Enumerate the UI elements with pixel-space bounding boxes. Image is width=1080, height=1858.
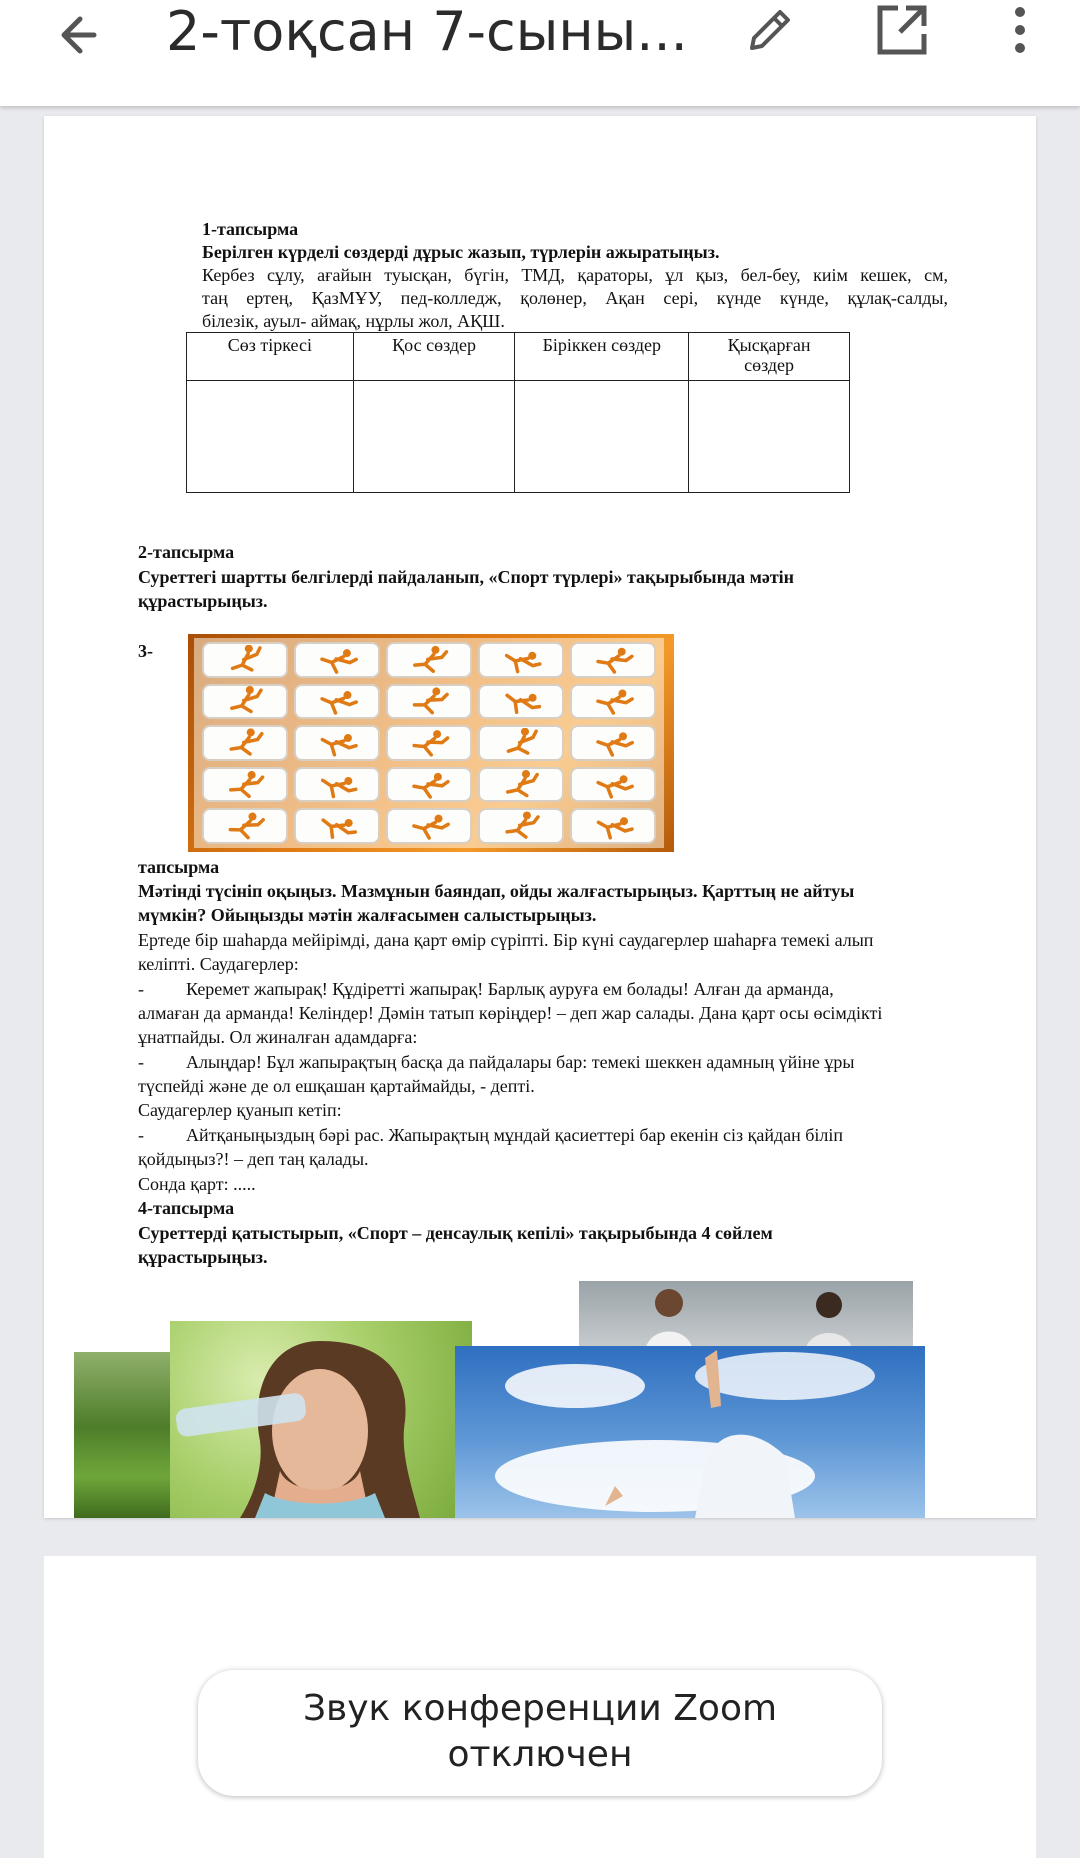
table-cell bbox=[353, 381, 515, 493]
story-dash: - bbox=[138, 1052, 144, 1072]
story-dash: - bbox=[138, 1125, 144, 1145]
task3-number: 3- bbox=[138, 641, 153, 661]
table-cell bbox=[187, 381, 354, 493]
table-header-cell: Біріккен сөздер bbox=[515, 333, 689, 381]
sport-pictogram-icon bbox=[202, 642, 288, 678]
table-header-cell bbox=[689, 333, 850, 381]
story-line: Айтқаныңыздың бәрі рас. Жапырақтың мұндай қасиеттері бар екенін сіз қайдан біліп bbox=[186, 1125, 844, 1145]
sport-pictogram-icon bbox=[386, 642, 472, 678]
back-arrow-icon[interactable] bbox=[44, 4, 114, 74]
task2-text-line: құрастырыңыз. bbox=[138, 591, 268, 611]
document-title: 2-тоқсан 7-сыны... bbox=[166, 0, 688, 63]
sport-pictogram-icon bbox=[478, 642, 564, 678]
table-header-line: Қысқарған bbox=[727, 335, 811, 355]
sport-pictogram-icon bbox=[478, 725, 564, 761]
sport-pictogram-icon bbox=[386, 808, 472, 844]
task2-text-line: Суреттегі шартты белгілерді пайдаланып, «Спорт түрлері» тақырыбында мәтін bbox=[138, 567, 795, 587]
task3-instruction-line: Мәтінді түсініп оқыңыз. Мазмұнын баяндап, ойды жалғастырыңыз. Қарттың не айтуы bbox=[138, 881, 855, 901]
task3-instruction-line: мүмкін? Ойыңызды мәтін жалғасымен салыстырыңыз. bbox=[138, 905, 597, 925]
table-row bbox=[187, 381, 850, 493]
sport-pictogram-icon bbox=[386, 725, 472, 761]
task1-heading: 1-тапсырма bbox=[202, 219, 299, 239]
sport-pictogram-icon bbox=[202, 684, 288, 720]
sports-pictograms-image bbox=[188, 634, 674, 852]
toast-line: отключен bbox=[447, 1734, 633, 1775]
sport-pictogram-icon bbox=[294, 725, 380, 761]
sport-pictogram-icon bbox=[202, 767, 288, 803]
more-vert-icon[interactable] bbox=[1000, 0, 1040, 60]
story-line: түспейді және де ол ешқашан қартаймайды, - депті. bbox=[138, 1076, 535, 1096]
woman-drinking-water-photo bbox=[170, 1321, 472, 1518]
table-cell bbox=[515, 381, 689, 493]
story-line: Сонда қарт: ..... bbox=[138, 1174, 256, 1194]
sport-pictogram-icon bbox=[570, 767, 656, 803]
sport-pictogram-icon bbox=[570, 808, 656, 844]
story-line: алмаған да арманда! Келіндер! Дәмін татып көріңдер! – деп жар салады. Дана қарт осы өсімдікті bbox=[138, 1003, 883, 1023]
sport-pictogram-icon bbox=[386, 684, 472, 720]
story-line: Керемет жапырақ! Құдіретті жапырақ! Барлық ауруға ем болады! Алған да арманда, bbox=[186, 979, 834, 999]
sport-pictogram-icon bbox=[294, 642, 380, 678]
stretching-sky-photo bbox=[455, 1346, 925, 1518]
pencil-icon[interactable] bbox=[740, 0, 800, 60]
task1-words-line: таң ертең, ҚазМҰУ, пед-колледж, қолөнер, Ақан сері, күнде күнде, құлақ-салды, bbox=[202, 288, 948, 308]
park-photo bbox=[74, 1352, 170, 1518]
word-types-table bbox=[186, 332, 850, 493]
sport-pictogram-icon bbox=[202, 808, 288, 844]
task1-words-line: Кербез сұлу, ағайын туысқан, бүгін, ТМД, қараторы, ұл қыз, бел-беу, киім кешек, см, bbox=[202, 265, 948, 285]
toast-line: Звук конференции Zoom bbox=[302, 1688, 778, 1729]
sport-pictogram-icon bbox=[294, 684, 380, 720]
task2-heading: 2-тапсырма bbox=[138, 542, 235, 562]
task4-heading: 4-тапсырма bbox=[138, 1198, 235, 1218]
sport-pictogram-icon bbox=[570, 725, 656, 761]
table-cell bbox=[689, 381, 850, 493]
sport-pictogram-icon bbox=[294, 767, 380, 803]
runners-photo bbox=[579, 1281, 913, 1351]
sport-pictogram-icon bbox=[570, 684, 656, 720]
document-page[interactable] bbox=[44, 116, 1036, 1518]
story-line: Саудагерлер қуанып кетіп: bbox=[138, 1100, 342, 1120]
zoom-audio-muted-toast bbox=[198, 1670, 882, 1796]
task1-instruction: Берілген күрделі сөздерді дұрыс жазып, түрлерін ажыратыңыз. bbox=[202, 242, 720, 262]
table-header-line: сөздер bbox=[744, 355, 795, 375]
story-line: келіпті. Саудагерлер: bbox=[138, 954, 299, 974]
table-header-cell: Қос сөздер bbox=[353, 333, 515, 381]
story-line: ұнатпайды. Ол жиналған адамдарға: bbox=[138, 1027, 418, 1047]
open-external-icon[interactable] bbox=[872, 0, 932, 60]
sport-pictogram-icon bbox=[570, 642, 656, 678]
story-line: Алыңдар! Бұл жапырақтың басқа да пайдалары бар: темекі шеккен адамның үйіне ұры bbox=[186, 1052, 855, 1072]
sport-pictogram-icon bbox=[202, 725, 288, 761]
task4-text-line: құрастырыңыз. bbox=[138, 1247, 268, 1267]
sport-pictogram-icon bbox=[294, 808, 380, 844]
story-line: Ертеде бір шаһарда мейірімді, дана қарт өмір сүріпті. Бір күні саудагерлер шаһарға темекі алып bbox=[138, 930, 874, 950]
story-dash: - bbox=[138, 979, 144, 999]
task4-text-line: Суреттерді қатыстырып, «Спорт – денсаулық кепілі» тақырыбында 4 сөйлем bbox=[138, 1223, 773, 1243]
app-bar bbox=[0, 0, 1080, 106]
task3-heading: тапсырма bbox=[138, 857, 220, 877]
sport-pictogram-icon bbox=[386, 767, 472, 803]
sport-pictogram-icon bbox=[478, 684, 564, 720]
sport-pictogram-icon bbox=[478, 808, 564, 844]
table-header-row bbox=[187, 333, 850, 381]
story-line: қойдыңыз?! – деп таң қалады. bbox=[138, 1149, 369, 1169]
task1-words-line: білезік, ауыл- аймақ, нұрлы жол, АҚШ. bbox=[202, 311, 505, 331]
sport-pictogram-icon bbox=[478, 767, 564, 803]
table-header-cell: Сөз тіркесі bbox=[187, 333, 354, 381]
pictogram-grid bbox=[194, 638, 664, 848]
